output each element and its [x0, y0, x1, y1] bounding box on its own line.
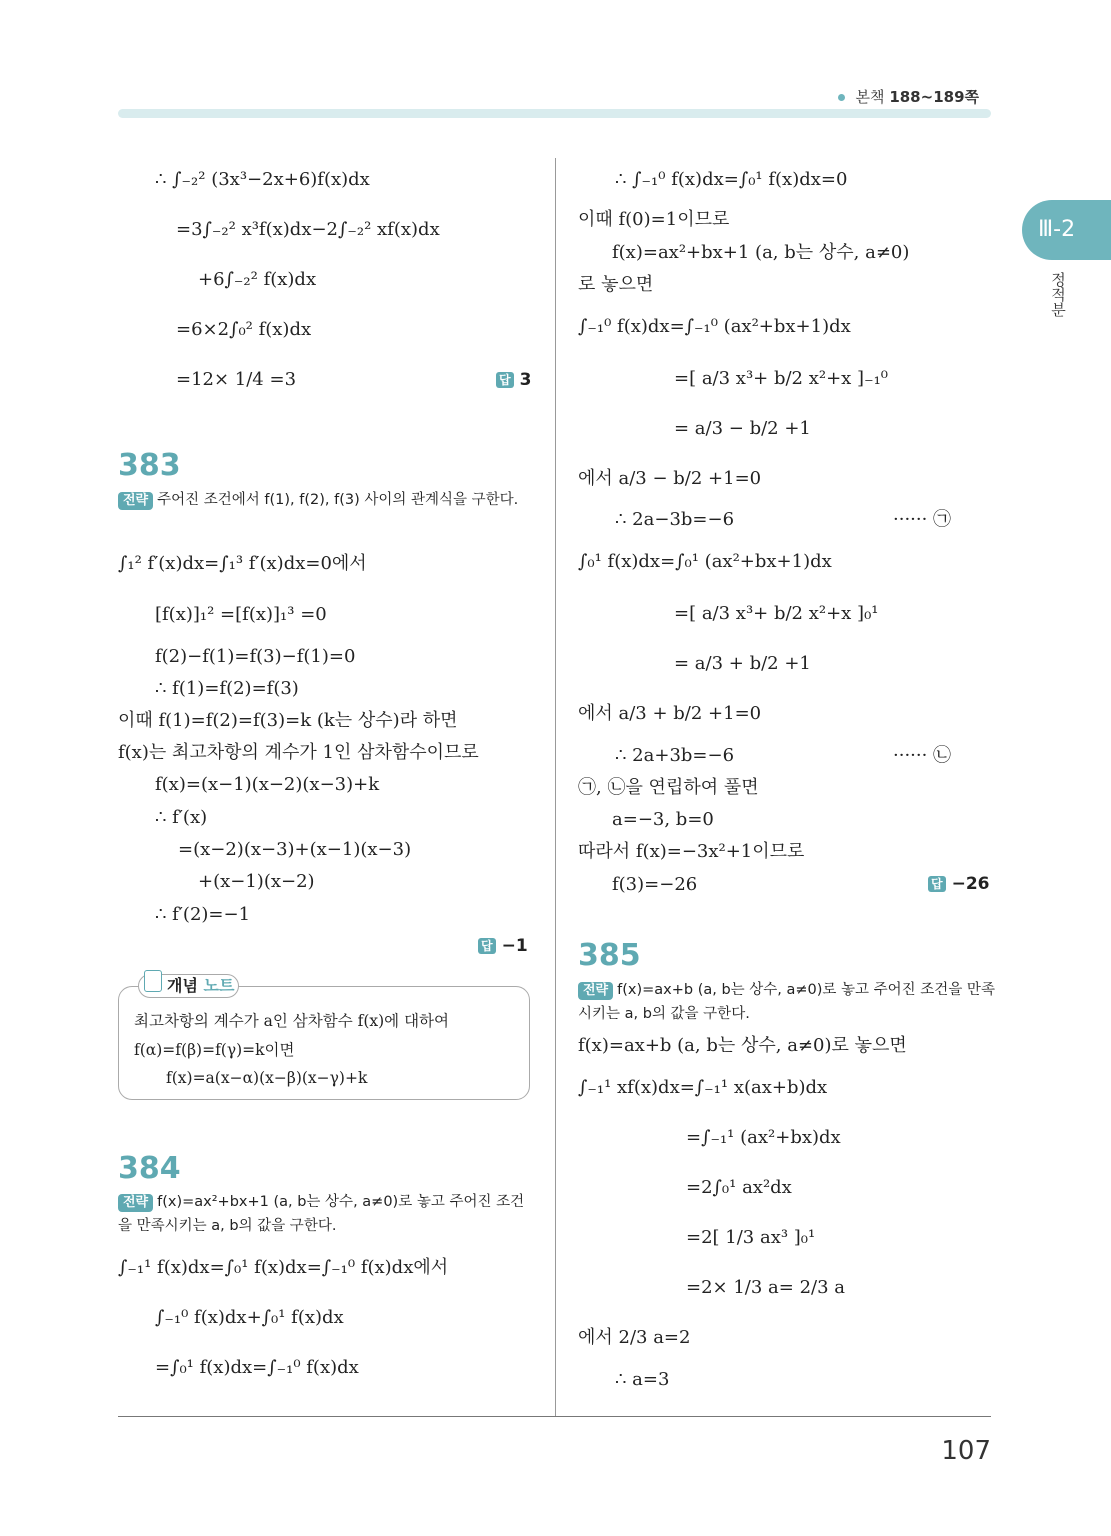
- bullet-icon: [838, 94, 845, 101]
- strategy-text: 주어진 조건에서 f(1), f(2), f(3) 사이의 관계식을 구한다.: [157, 492, 519, 508]
- solution-line: ∴ ∫₋₁⁰ f(x)dx=∫₀¹ f(x)dx=0: [615, 169, 848, 190]
- answer-tag: 답: [496, 372, 514, 388]
- solution-line: f(2)−f(1)=f(3)−f(1)=0: [155, 646, 356, 667]
- top-bar: [118, 109, 991, 118]
- answer-value: 3: [519, 370, 532, 390]
- solution-line: = a/3 + b/2 +1: [674, 653, 811, 674]
- solution-line: ㉠, ㉡을 연립하여 풀면: [578, 777, 759, 798]
- book-reference: [838, 86, 979, 107]
- strategy: [118, 488, 536, 512]
- answer-value: −26: [951, 874, 990, 894]
- solution-line: =∫₀¹ f(x)dx=∫₋₁⁰ f(x)dx: [155, 1357, 359, 1378]
- solution-line: f(x)=ax+b (a, b는 상수, a≠0)로 놓으면: [578, 1035, 907, 1056]
- solution-line: ∴ f(1)=f(2)=f(3): [155, 678, 299, 699]
- solution-line: 따라서 f(x)=−3x²+1이므로: [578, 841, 805, 862]
- solution-line: ∫₁² f′(x)dx=∫₁³ f′(x)dx=0에서: [118, 553, 367, 574]
- chapter-tab: Ⅲ-2: [1022, 200, 1111, 260]
- solution-line: ∴ ∫₋₂² (3x³−2x+6)f(x)dx: [155, 169, 370, 190]
- notepad-icon: [144, 970, 162, 992]
- answer-384: [928, 874, 990, 894]
- strategy-tag: 전략: [118, 492, 153, 510]
- solution-line: 에서 a/3 + b/2 +1=0: [578, 703, 762, 724]
- solution-line: a=−3, b=0: [612, 809, 714, 830]
- solution-line: ∴ 2a+3b=−6: [615, 745, 735, 766]
- chapter-side-label: 정적분: [1049, 272, 1067, 317]
- solution-line: 에서 a/3 − b/2 +1=0: [578, 468, 762, 489]
- column-divider: [555, 158, 556, 1416]
- solution-line: ∴ f′(2)=−1: [155, 904, 251, 925]
- solution-line: 로 놓으면: [578, 274, 654, 295]
- answer-382: [496, 370, 531, 390]
- note-title-b: 노트: [203, 976, 235, 995]
- solution-line: f(x)는 최고차항의 계수가 1인 삼차함수이므로: [118, 742, 479, 763]
- solution-line: ∫₋₁¹ xf(x)dx=∫₋₁¹ x(ax+b)dx: [578, 1077, 828, 1098]
- note-line: f(x)=a(x−α)(x−β)(x−γ)+k: [166, 1069, 368, 1087]
- solution-line: ∫₋₁¹ f(x)dx=∫₀¹ f(x)dx=∫₋₁⁰ f(x)dx에서: [118, 1257, 449, 1278]
- solution-line: =6×2∫₀² f(x)dx: [176, 319, 312, 340]
- note-line: f(α)=f(β)=f(γ)=k이면: [134, 1041, 295, 1059]
- solution-line: =12× 1/4 =3: [176, 369, 297, 390]
- solution-line: ∫₀¹ f(x)dx=∫₀¹ (ax²+bx+1)dx: [578, 551, 832, 572]
- strategy: [118, 1190, 536, 1238]
- solution-line: ∴ a=3: [615, 1369, 670, 1390]
- problem-number: 384: [118, 1151, 181, 1186]
- answer-383: [478, 936, 528, 956]
- solution-line: =2∫₀¹ ax²dx: [686, 1177, 792, 1198]
- solution-line: 이때 f(0)=1이므로: [578, 209, 730, 230]
- solution-line: +6∫₋₂² f(x)dx: [198, 269, 317, 290]
- note-line: 최고차항의 계수가 a인 삼차함수 f(x)에 대하여: [134, 1012, 449, 1030]
- solution-line: =[ a/3 x³+ b/2 x²+x ]₋₁⁰: [674, 368, 889, 389]
- bottom-rule: [118, 1416, 991, 1417]
- solution-line: f(x)=ax²+bx+1 (a, b는 상수, a≠0): [612, 242, 910, 263]
- answer-tag: 답: [928, 876, 946, 892]
- solution-line: 에서 2/3 a=2: [578, 1327, 691, 1348]
- solution-line: =2× 1/3 a= 2/3 a: [686, 1277, 845, 1298]
- problem-number: 385: [578, 938, 641, 973]
- equation-marker: ······ ㉡: [893, 745, 952, 766]
- strategy-text: f(x)=ax²+bx+1 (a, b는 상수, a≠0)로 놓고 주어진 조건을 만족시키는 a, b의 값을 구한다.: [118, 1194, 525, 1234]
- solution-line: 이때 f(1)=f(2)=f(3)=k (k는 상수)라 하면: [118, 710, 458, 731]
- solution-line: ∴ f′(x): [155, 807, 208, 828]
- answer-value: −1: [501, 936, 528, 956]
- answer-tag: 답: [478, 938, 496, 954]
- solution-line: =2[ 1/3 ax³ ]₀¹: [686, 1227, 816, 1248]
- page-number: 107: [941, 1436, 991, 1466]
- solution-line: =(x−2)(x−3)+(x−1)(x−3): [178, 839, 412, 860]
- solution-line: f(3)=−26: [612, 874, 698, 895]
- solution-line: =∫₋₁¹ (ax²+bx)dx: [686, 1127, 841, 1148]
- problem-number: 383: [118, 448, 181, 483]
- strategy: [578, 978, 996, 1026]
- solution-line: =3∫₋₂² x³f(x)dx−2∫₋₂² xf(x)dx: [176, 219, 440, 240]
- strategy-tag: 전략: [118, 1194, 153, 1212]
- reference-label: 본책: [855, 88, 885, 106]
- solution-line: ∫₋₁⁰ f(x)dx+∫₀¹ f(x)dx: [155, 1307, 344, 1328]
- solution-line: f(x)=(x−1)(x−2)(x−3)+k: [155, 774, 380, 795]
- solution-line: = a/3 − b/2 +1: [674, 418, 811, 439]
- solution-line: +(x−1)(x−2): [198, 871, 315, 892]
- solution-line: ∫₋₁⁰ f(x)dx=∫₋₁⁰ (ax²+bx+1)dx: [578, 316, 851, 337]
- strategy-tag: 전략: [578, 982, 613, 1000]
- solution-line: [f(x)]₁² =[f(x)]₁³ =0: [155, 604, 327, 625]
- equation-marker: ······ ㉠: [893, 509, 952, 530]
- strategy-text: f(x)=ax+b (a, b는 상수, a≠0)로 놓고 주어진 조건을 만족시키는 a, b의 값을 구한다.: [578, 982, 995, 1022]
- reference-pages: 188~189쪽: [889, 88, 979, 106]
- note-title-a: 개념: [167, 976, 198, 995]
- solution-line: =[ a/3 x³+ b/2 x²+x ]₀¹: [674, 603, 879, 624]
- solution-line: ∴ 2a−3b=−6: [615, 509, 735, 530]
